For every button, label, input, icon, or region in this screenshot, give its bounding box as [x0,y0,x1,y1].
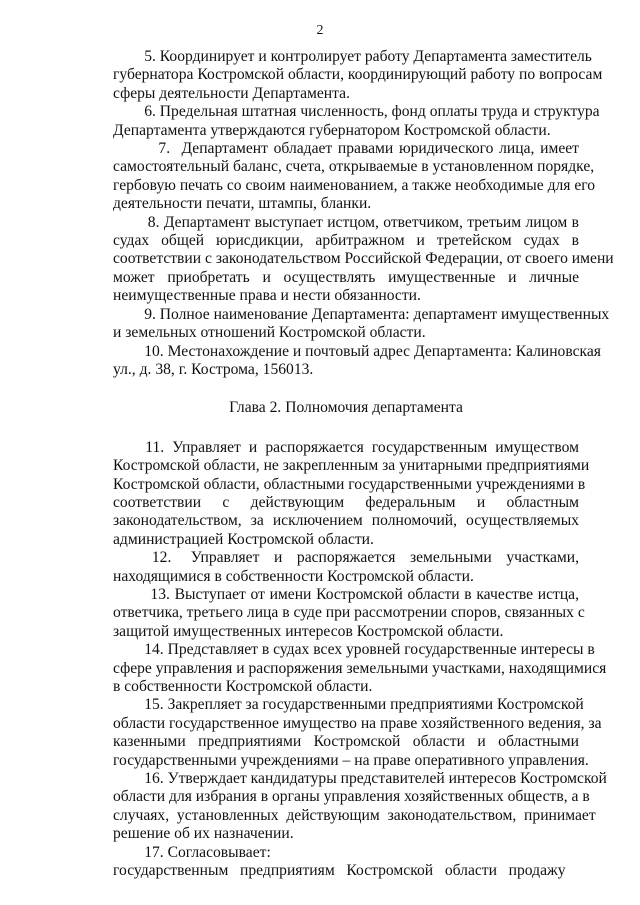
paragraph-p6 [113,103,600,140]
text-line: находящимися в собственности Костромской области. [113,567,474,585]
text-line: 11. Управляет и распоряжается государственным имуществом [113,438,579,456]
text-line: Костромской области, областными государственными учреждениями в [113,475,586,493]
text-line: и земельных отношений Костромской области. [113,324,426,342]
text-line: 7. Департамент обладает правами юридического лица, имеет [113,140,579,158]
text-line: 13. Выступает от имени Костромской области в качестве истца, [113,585,579,603]
paragraph-p12 [113,549,579,586]
text-line: 16. Утверждает кандидатуры представителей интересов Костромской [113,770,607,788]
paragraphs-powers [113,438,607,881]
text-line: самостоятельный баланс, счета, открываемые в установленном порядке, [113,158,595,176]
paragraph-p16 [113,770,607,844]
text-line: 8. Департамент выступает истцом, ответчиком, третьим лицом в [113,213,579,231]
text-line: Департамента утверждаются губернатором Костромской области. [113,121,551,139]
paragraph-p10 [113,342,601,380]
paragraph-p17 [113,844,579,862]
text-line: ответчика, третьего лица в суде при рассмотрении споров, связанных с [113,604,585,622]
text-line: администрацией Костромской области. [113,530,374,548]
text-line: случаях, установленных действующим законодательством, принимает [113,806,596,824]
text-line: соответствии с законодательством Российской Федерации, от своего имени [113,250,614,268]
paragraph-p13 [113,585,585,641]
paragraphs-general-provisions [113,48,614,379]
text-line: может приобретать и осуществлять имущественные и личные [113,268,579,286]
text-line: 5. Координирует и контролирует работу Департамента заместитель [113,48,592,65]
paragraph-p8 [113,213,614,306]
text-line: неимущественные права и нести обязанности. [113,287,421,305]
text-line: 6. Предельная штатная численность, фонд оплаты труда и структура [113,103,600,121]
text-line: казенными предприятиями Костромской области и областными [113,733,579,751]
chapter-title: Глава 2. Полномочия департамента [229,399,463,417]
text-line: области для избрания в органы управления хозяйственных обществ, а в [113,788,590,806]
text-line: области государственное имущество на праве хозяйственного ведения, за [113,714,602,732]
document-body [113,48,614,880]
paragraph-p9 [113,305,610,343]
text-line: защитой имущественных интересов Костромской области. [113,622,504,640]
text-line: государственными учреждениями – на праве оперативного управления. [113,751,589,769]
text-line: 10. Местонахождение и почтовый адрес Департамента: Калиновская [113,342,601,360]
text-line: губернатора Костромской области, координирующий работу по вопросам [113,66,603,84]
text-line: соответствии с действующим федеральным и областным [113,493,579,511]
text-line: 14. Представляет в судах всех уровней государственные интересы в [113,641,595,659]
paragraph-p15 [113,696,602,770]
text-line: гербовую печать со своим наименованием, а также необходимые для его [113,176,596,194]
paragraph-p7 [113,140,596,214]
text-line: сфере управления и распоряжения земельными участками, находящимися [113,659,607,677]
text-line: ул., д. 38, г. Кострома, 156013. [113,360,314,378]
text-line: сферы деятельности Департамента. [113,84,350,102]
paragraph-p11 [113,438,590,549]
paragraph-p14 [113,641,607,696]
text-line: решение об их назначении. [113,825,294,843]
page-number: 2 [316,23,324,38]
text-line: законодательством, за исключением полномочий, осуществляемых [113,512,579,530]
text-line: 9. Полное наименование Департамента: департамент имущественных [113,305,610,323]
paragraph-p17a [113,862,579,880]
text-line: 12. Управляет и распоряжается земельными участками, [113,549,579,567]
text-line: судах общей юрисдикции, арбитражном и третейском судах в [113,232,579,250]
text-line: Костромской области, не закрепленным за унитарными предприятиями [113,457,590,475]
paragraph-p5 [113,48,603,103]
text-line: в собственности Костромской области. [113,678,373,695]
text-line: государственным предприятиям Костромской области продажу [113,862,566,880]
text-line: 15. Закрепляет за государственными предприятиями Костромской [113,696,584,714]
text-line: деятельности печати, штампы, бланки. [113,195,372,213]
text-line: 17. Согласовывает: [113,843,271,861]
